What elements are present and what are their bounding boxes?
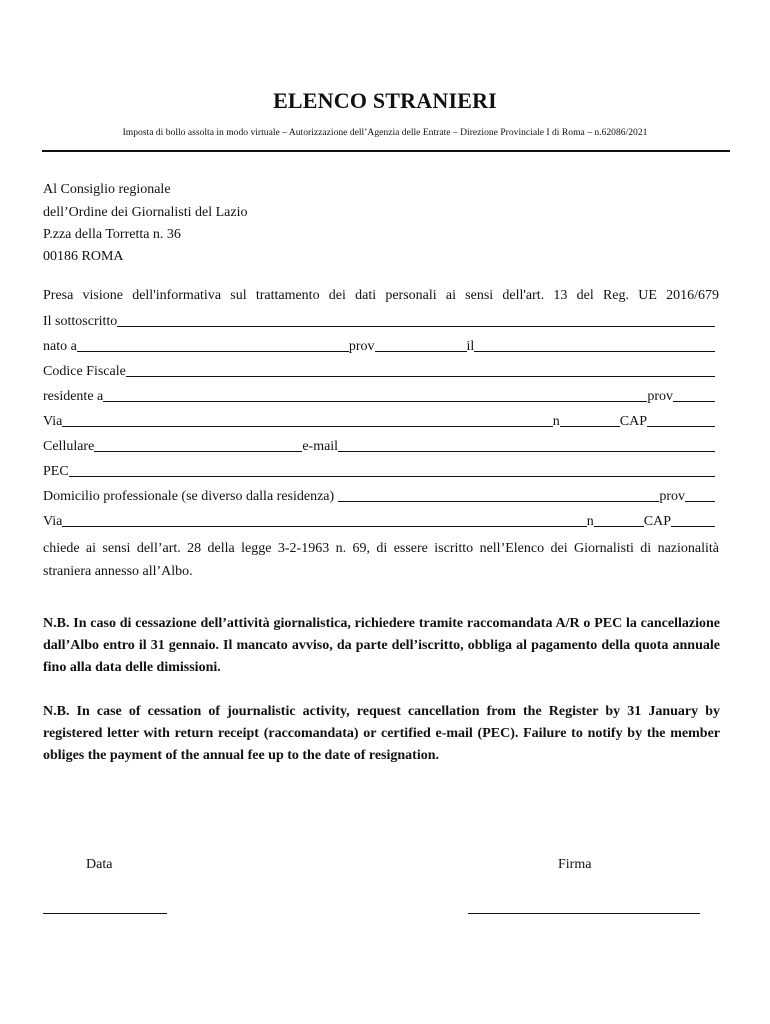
privacy-notice: Presa visione dell'informativa sul trattamento dei dati personali ai sensi dell'art. 13 del Reg. UE 2016/679 — [43, 288, 719, 303]
stamp-duty-subtitle: Imposta di bollo assolta in modo virtuale – Autorizzazione dell’Agenzia delle Entrate – Direzione Provinciale I di Roma – n.62086/2021 — [122, 127, 648, 138]
mobile-field[interactable] — [94, 438, 302, 452]
nb-italian: N.B. In caso di cessazione dell’attività giornalistica, richiedere tramite raccomandata A/R o PEC la cancellazione dall’Albo entro il 31 gennaio. Il mancato avviso, da parte dell’iscritto, obbliga al pagamento della quota annuale fino alla data delle dimissioni. — [43, 616, 720, 675]
row-residente — [43, 388, 715, 405]
row-contacts — [43, 438, 715, 455]
domicilio-prov-field[interactable] — [685, 488, 715, 502]
header-divider — [42, 150, 730, 152]
domicilio-number-field[interactable] — [594, 513, 644, 527]
date-signature-line[interactable] — [43, 913, 167, 914]
domicilio-prov-label: prov — [659, 489, 685, 504]
domicilio-cap-field[interactable] — [671, 513, 715, 527]
n-label: n — [552, 414, 560, 429]
birthdate-field[interactable] — [474, 338, 715, 352]
nb-english: N.B. In case of cessation of journalistic activity, request cancellation from the Register by 31 January by registered letter with return receipt (raccomandata) or certified e-mail (PEC). Failure to notify by the member obliges the payment of the annual fee up to the date of resignation. — [43, 704, 720, 763]
residence-city-field[interactable] — [103, 388, 647, 402]
row-codice-fiscale — [43, 363, 715, 380]
domicilio-city-field[interactable] — [338, 488, 660, 502]
codice-fiscale-field[interactable] — [126, 363, 715, 377]
codice-fiscale-label: Codice Fiscale — [43, 364, 126, 379]
row-via — [43, 413, 715, 430]
recipient-line-3: P.zza della Torretta n. 36 — [43, 227, 181, 242]
row-nato — [43, 338, 715, 355]
row-domicilio — [43, 488, 715, 505]
firma-signature-line[interactable] — [468, 913, 700, 914]
street-number-field[interactable] — [560, 413, 620, 427]
residence-prov-label: prov — [647, 389, 673, 404]
data-label: Data — [86, 857, 113, 872]
cellulare-label: Cellulare — [43, 439, 95, 454]
pec-field[interactable] — [69, 463, 715, 477]
sottoscritto-label: Il sottoscritto — [43, 314, 118, 329]
domicilio-cap-label: CAP — [643, 514, 671, 529]
email-label: e-mail — [302, 439, 339, 454]
request-paragraph: chiede ai sensi dell’art. 28 della legge 3-2-1963 n. 69, di essere iscritto nell’Elenco dei Giornalisti di nazionalità straniera annesso all’Albo. — [43, 541, 719, 579]
page-title: ELENCO STRANIERI — [273, 88, 497, 113]
domicilio-street-field[interactable] — [62, 513, 586, 527]
domicilio-via-label: Via — [43, 514, 63, 529]
domicilio-n-label: n — [586, 514, 594, 529]
row-pec — [43, 463, 715, 480]
email-field[interactable] — [338, 438, 715, 452]
recipient-line-2: dell’Ordine dei Giornalisti del Lazio — [43, 205, 248, 220]
via-label: Via — [43, 414, 63, 429]
cap-field[interactable] — [647, 413, 715, 427]
residente-label: residente a — [43, 389, 104, 404]
firma-label: Firma — [558, 857, 592, 872]
residence-prov-field[interactable] — [673, 388, 715, 402]
birthplace-field[interactable] — [77, 338, 349, 352]
prov-label: prov — [348, 339, 375, 354]
il-label: il — [466, 339, 475, 354]
recipient-line-4: 00186 ROMA — [43, 249, 124, 264]
row-sottoscritto — [43, 313, 715, 330]
pec-label: PEC — [43, 464, 69, 479]
row-domicilio-via — [43, 513, 715, 530]
sottoscritto-field[interactable] — [117, 313, 715, 327]
recipient-line-1: Al Consiglio regionale — [43, 182, 171, 197]
cap-label: CAP — [619, 414, 647, 429]
nato-label: nato a — [43, 339, 77, 354]
birth-prov-field[interactable] — [375, 338, 467, 352]
domicilio-label: Domicilio professionale (se diverso dalla residenza) — [43, 489, 338, 504]
street-field[interactable] — [62, 413, 552, 427]
